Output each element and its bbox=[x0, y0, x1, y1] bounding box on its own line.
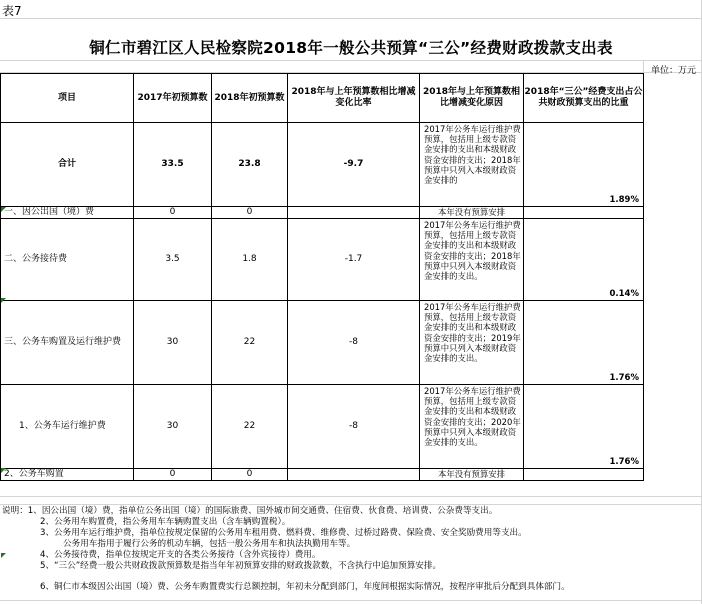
row-budget-2017: 0 bbox=[134, 207, 212, 219]
header-change-reason: 2018年与上年预算数相比增减变化原因 bbox=[420, 74, 524, 123]
row-change: -8 bbox=[288, 301, 420, 385]
row-ratio: 1.76% bbox=[524, 301, 644, 385]
table-header-row bbox=[1, 74, 644, 123]
row-ratio bbox=[524, 207, 644, 219]
row-change bbox=[288, 207, 420, 219]
table-row bbox=[1, 219, 644, 301]
note-line: 公务用车指用于履行公务的机动车辆，包括一般公务用车和执法执勤用车等。 bbox=[63, 539, 356, 550]
header-change-ratio: 2018年与上年预算数相比增减变化比率 bbox=[288, 74, 420, 123]
note-line: 2、公务用车购置费，指公务用车车辆购置支出（含车辆购置税）。 bbox=[40, 517, 291, 528]
row-budget-2017: 30 bbox=[134, 301, 212, 385]
row-reason: 2017年公务车运行维护费预算，包括用上级专款资金安排的支出和本级财政资金安排的支出；2019年预算中只列入本级财政资金安排的支出。 bbox=[420, 301, 524, 385]
row-item: 三、公务车购置及运行维护费 bbox=[1, 301, 134, 385]
page-title: 铜仁市碧江区人民检察院2018年一般公共预算“三公”经费财政拨款支出表 bbox=[89, 39, 613, 57]
row-change: -8 bbox=[288, 385, 420, 469]
row-budget-2018: 1.8 bbox=[212, 219, 288, 301]
row-reason: 2017年公务车运行维护费预算，包括用上级专款资金安排的支出和本级财政资金安排的支出；2018年预算中只列入本级财政资金安排的支出。 bbox=[420, 219, 524, 301]
cell-marker-icon bbox=[1, 298, 6, 303]
note-line: 6、铜仁市本级因公出国（境）费、公务车购置费实行总额控制，年初未分配到部门，年度间根据实际情况，按程序审批后分配到具体部门。 bbox=[40, 581, 570, 592]
row-item: 一、因公出国（境）费 bbox=[1, 207, 134, 219]
notes-section bbox=[0, 506, 700, 593]
table-row bbox=[1, 469, 644, 481]
header-expense-share: 2018年“三公”经费支出占公共财政预算支出的比重 bbox=[524, 74, 644, 123]
row-reason: 2017年公务车运行维护费预算，包括用上级专款资金安排的支出和本级财政资金安排的支出；2018年预算中只列入本级财政资金安排的 bbox=[420, 123, 524, 207]
table-row bbox=[1, 385, 644, 469]
row-item: 1、公务车运行维护费 bbox=[1, 385, 134, 469]
row-change bbox=[288, 469, 420, 481]
row-reason: 2017年公务车运行维护费预算，包括用上级专款资金安排的支出和本级财政资金安排的支出；2020年预算中只列入本级财政资金安排的支出。 bbox=[420, 385, 524, 469]
row-budget-2017: 30 bbox=[134, 385, 212, 469]
cell-marker-icon bbox=[1, 207, 6, 212]
row-change: -1.7 bbox=[288, 219, 420, 301]
row-reason: 本年没有预算安排 bbox=[420, 469, 524, 481]
row-budget-2018: 0 bbox=[212, 207, 288, 219]
cell-marker-icon bbox=[1, 468, 6, 473]
row-budget-2018: 22 bbox=[212, 385, 288, 469]
table-row bbox=[1, 123, 644, 207]
header-budget-2017: 2017年初预算数 bbox=[134, 74, 212, 123]
header-budget-2018: 2018年初预算数 bbox=[212, 74, 288, 123]
table-row bbox=[1, 207, 644, 219]
row-ratio: 0.14% bbox=[524, 219, 644, 301]
sheet-label: 表7 bbox=[2, 4, 22, 18]
row-budget-2018: 0 bbox=[212, 469, 288, 481]
row-item: 合计 bbox=[1, 123, 134, 207]
note-line: 说明：1、因公出国（境）费，指单位公务出国（境）的国际旅费、国外城市间交通费、住宿费、伙食费、培训费、公杂费等支出。 bbox=[2, 506, 498, 516]
row-reason: 本年没有预算安排 bbox=[420, 207, 524, 219]
table-row bbox=[1, 301, 644, 385]
unit-label: 单位：万元 bbox=[650, 66, 696, 76]
row-budget-2018: 22 bbox=[212, 301, 288, 385]
row-item: 二、公务接待费 bbox=[1, 219, 134, 301]
row-ratio bbox=[524, 469, 644, 481]
budget-table bbox=[0, 73, 644, 481]
note-line: 3、公务用车运行维护费，指单位按规定保留的公务用车租用费、燃料费、维修费、过桥过路费、保险费、安全奖励费用等支出。 bbox=[40, 528, 527, 539]
row-budget-2018: 23.8 bbox=[212, 123, 288, 207]
note-line: 5、“三公”经费一般公共财政拨款预算数是指当年年初预算安排的财政拨款数，不含执行中追加预算安排。 bbox=[40, 561, 442, 572]
row-item: 2、公务车购置 bbox=[1, 469, 134, 481]
row-budget-2017: 33.5 bbox=[134, 123, 212, 207]
header-item: 项目 bbox=[1, 74, 134, 123]
row-budget-2017: 3.5 bbox=[134, 219, 212, 301]
row-change: -9.7 bbox=[288, 123, 420, 207]
note-line: 4、公务接待费，指单位按规定开支的各类公务接待（含外宾接待）费用。 bbox=[40, 550, 321, 561]
row-ratio: 1.76% bbox=[524, 385, 644, 469]
row-ratio: 1.89% bbox=[524, 123, 644, 207]
row-budget-2017: 0 bbox=[134, 469, 212, 481]
